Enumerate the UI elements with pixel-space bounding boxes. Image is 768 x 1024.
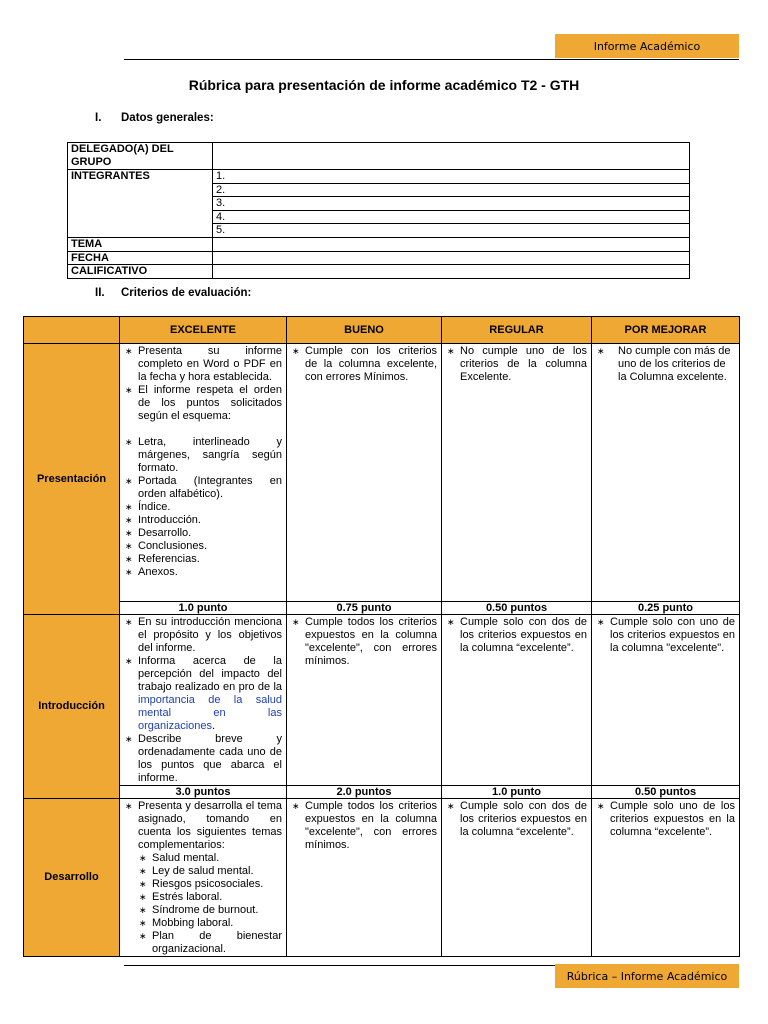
- section-2-label: Criterios de evaluación:: [121, 287, 252, 299]
- list-item: ∗ Desarrollo.: [124, 527, 282, 540]
- list-item: ∗ Cumple solo con dos de los criterios expuestos en la columna “excelente”.: [446, 800, 587, 839]
- integrante-3[interactable]: 3.: [213, 197, 690, 211]
- list-item: ∗ Cumple con los criterios de la columna excelente, con errores Mínimos.: [291, 345, 437, 384]
- list-item: ∗ Cumple solo con uno de los criterios expuestos en la columna "excelente".: [596, 616, 735, 655]
- list-item: ∗ Cumple solo con dos de los criterios expuestos en la columna “excelente”.: [446, 616, 587, 655]
- section-2-number: II.: [95, 287, 105, 299]
- list-item: ∗ Salud mental.: [138, 852, 282, 865]
- section-1-label: Datos generales:: [121, 112, 214, 124]
- list-item: ∗ En su introducción menciona el propósito y los objetivos del informe.: [124, 616, 282, 655]
- list-item: ∗ No cumple uno de los criterios de la columna Excelente.: [446, 345, 587, 384]
- list-item: ∗ Describe breve y ordenadamente cada uno de los puntos que abarca el informe.: [124, 733, 282, 785]
- text-run: Informa acerca de la percepción del impacto del trabajo realizado en pro de la: [138, 655, 282, 693]
- score-introduccion-bueno: 2.0 puntos: [287, 786, 442, 799]
- score-presentacion-mejorar: 0.25 punto: [592, 602, 740, 615]
- score-presentacion-regular: 0.50 puntos: [442, 602, 592, 615]
- header-excelente: EXCELENTE: [120, 317, 287, 344]
- presentacion-bueno: [287, 344, 442, 602]
- fecha-value[interactable]: [213, 251, 690, 265]
- introduccion-mejorar: [592, 615, 740, 786]
- list-item: ∗ Ley de salud mental.: [138, 865, 282, 878]
- desarrollo-bueno: [287, 799, 442, 957]
- list-item: ∗ Riesgos psicosociales.: [138, 878, 282, 891]
- rubric-table: [23, 316, 740, 957]
- list-item: ∗ Mobbing laboral.: [138, 917, 282, 930]
- list-item: ∗ Estrés laboral.: [138, 891, 282, 904]
- score-introduccion-regular: 1.0 punto: [442, 786, 592, 799]
- score-presentacion-excelente: 1.0 punto: [120, 602, 287, 615]
- row-desarrollo-label: Desarrollo: [24, 799, 120, 957]
- list-item: ∗ Conclusiones.: [124, 540, 282, 553]
- header-rule: [124, 59, 739, 60]
- general-data-table: [67, 142, 690, 279]
- tema-label: TEMA: [68, 237, 213, 251]
- integrante-1[interactable]: 1.: [213, 170, 690, 184]
- desarrollo-mejorar: [592, 799, 740, 957]
- header-tag: Informe Académico: [555, 34, 739, 58]
- list-item: ∗ Cumple todos los criterios expuestos en la columna "excelente", con errores mínimos.: [291, 800, 437, 852]
- header-por-mejorar: POR MEJORAR: [592, 317, 740, 344]
- section-1-number: I.: [95, 112, 102, 124]
- presentacion-mejorar: [592, 344, 740, 602]
- page-title: Rúbrica para presentación de informe académico T2 - GTH: [188, 77, 580, 93]
- list-item: ∗ Letra, interlineado y márgenes, sangría según formato.: [124, 436, 282, 475]
- integrante-4[interactable]: 4.: [213, 210, 690, 224]
- list-item: ∗ Presenta su informe completo en Word o PDF en la fecha y hora establecida.: [124, 345, 282, 384]
- section-1-heading: [95, 112, 214, 124]
- list-item: ∗ Plan de bienestar organizacional.: [138, 930, 282, 956]
- score-introduccion-excelente: 3.0 puntos: [120, 786, 287, 799]
- integrante-5[interactable]: 5.: [213, 224, 690, 238]
- introduccion-excelente: [120, 615, 287, 786]
- list-item: [124, 655, 282, 733]
- desarrollo-excelente: [120, 799, 287, 957]
- integrantes-label: INTEGRANTES: [68, 170, 213, 238]
- text-run: .: [212, 720, 216, 732]
- list-item: ∗ Síndrome de burnout.: [138, 904, 282, 917]
- integrante-2[interactable]: 2.: [213, 183, 690, 197]
- score-introduccion-mejorar: 0.50 puntos: [592, 786, 740, 799]
- introduccion-bueno: [287, 615, 442, 786]
- calificativo-label: CALIFICATIVO: [68, 265, 213, 279]
- tema-value[interactable]: [213, 237, 690, 251]
- row-presentacion-label: Presentación: [24, 344, 120, 615]
- delegado-value[interactable]: [213, 143, 690, 170]
- list-item: ∗ Anexos.: [124, 566, 282, 579]
- fecha-label: FECHA: [68, 251, 213, 265]
- list-item: ∗ El informe respeta el orden de los puntos solicitados según el esquema:: [124, 384, 282, 423]
- list-item: ∗ Índice.: [124, 501, 282, 514]
- header-bueno: BUENO: [287, 317, 442, 344]
- list-item: ∗ Introducción.: [124, 514, 282, 527]
- calificativo-value[interactable]: [213, 265, 690, 279]
- list-item: ∗ Portada (Integrantes en orden alfabético).: [124, 475, 282, 501]
- list-item: ∗ Cumple todos los criterios expuestos en la columna "excelente", con errores mínimos.: [291, 616, 437, 668]
- presentacion-regular: [442, 344, 592, 602]
- delegado-label: DELEGADO(A) DEL GRUPO: [68, 143, 213, 170]
- list-item: ∗ No cumple con más de uno de los criterios de la Columna excelente.: [596, 345, 735, 384]
- list-item: ∗ Presenta y desarrolla el tema asignado, tomando en cuenta los siguientes temas complementarios:: [124, 800, 282, 852]
- footer-tag: Rúbrica – Informe Académico: [555, 964, 739, 988]
- list-item: ∗ Referencias.: [124, 553, 282, 566]
- section-2-heading: [95, 287, 251, 299]
- introduccion-regular: [442, 615, 592, 786]
- row-introduccion-label: Introducción: [24, 615, 120, 799]
- presentacion-excelente: [120, 344, 287, 602]
- rubric-corner: [24, 317, 120, 344]
- highlight-text: importancia de la salud mental en las organizaciones: [138, 694, 282, 732]
- desarrollo-regular: [442, 799, 592, 957]
- header-regular: REGULAR: [442, 317, 592, 344]
- score-presentacion-bueno: 0.75 punto: [287, 602, 442, 615]
- list-item: ∗ Cumple solo uno de los criterios expuestos en la columna “excelente”.: [596, 800, 735, 839]
